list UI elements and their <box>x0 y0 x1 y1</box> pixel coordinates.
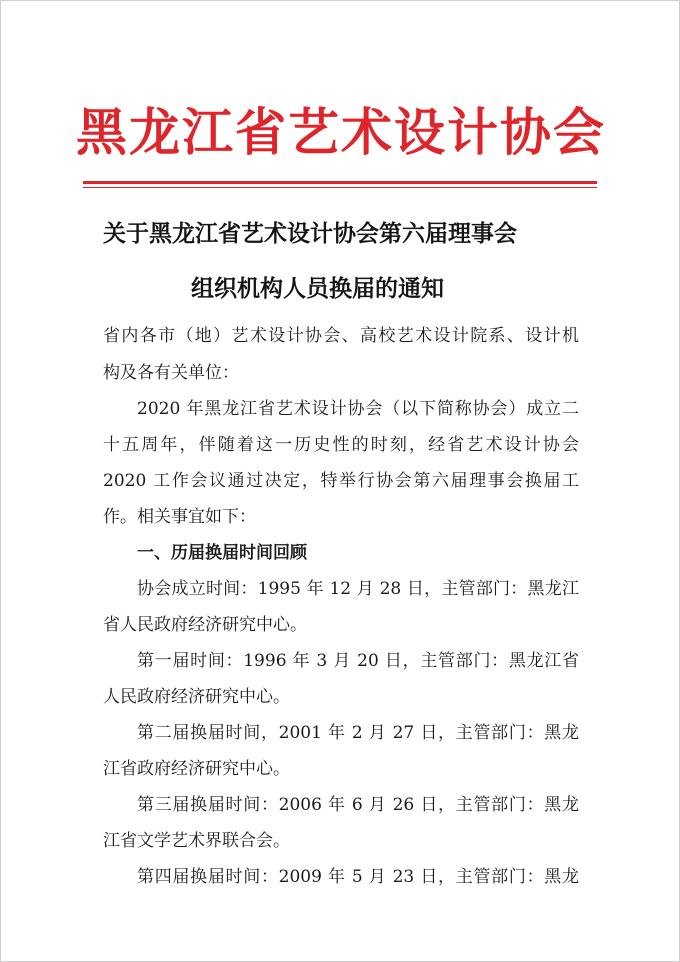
history-first-line-2: 人民政府经济研究中心。 <box>103 687 290 707</box>
notice-title-line-1: 关于黑龙江省艺术设计协会第六届理事会 <box>103 220 517 247</box>
history-second-line-2: 江省政府经济研究中心。 <box>103 759 290 779</box>
history-second-line-1: 第二届换届时间，2001 年 2 月 27 日，主管部门：黑龙 <box>137 723 579 743</box>
masthead-title: 黑龙江省艺术设计协会 <box>75 103 606 163</box>
history-third-line-1: 第三届换届时间：2006 年 6 月 26 日，主管部门：黑龙 <box>137 795 579 815</box>
history-founding-line-2: 省人民政府经济研究中心。 <box>103 615 307 635</box>
history-fourth-line-1: 第四届换届时间：2009 年 5 月 23 日，主管部门：黑龙 <box>137 867 579 887</box>
masthead-rule-thick <box>83 181 597 184</box>
addressee-line-1: 省内各市（地）艺术设计协会、高校艺术设计院系、设计机 <box>103 326 579 346</box>
masthead-rule-thin <box>83 187 597 188</box>
history-first-line-1: 第一届时间：1996 年 3 月 20 日，主管部门：黑龙江省 <box>137 651 579 671</box>
intro-line-4: 作。相关事宜如下： <box>103 507 256 527</box>
intro-line-2: 十五周年，伴随着这一历史性的时刻，经省艺术设计协会 <box>103 435 579 455</box>
history-founding-line-1: 协会成立时间：1995 年 12 月 28 日，主管部门：黑龙江 <box>137 579 579 599</box>
notice-title-line-2: 组织机构人员换届的通知 <box>191 275 444 302</box>
intro-line-1: 2020 年黑龙江省艺术设计协会（以下简称协会）成立二 <box>137 399 579 419</box>
section-heading-history: 一、历届换届时间回顾 <box>137 543 307 563</box>
addressee-line-2: 构及各有关单位： <box>103 363 239 383</box>
intro-line-3: 2020 工作会议通过决定，特举行协会第六届理事会换届工 <box>103 471 579 491</box>
history-third-line-2: 江省文学艺术界联合会。 <box>103 831 290 851</box>
